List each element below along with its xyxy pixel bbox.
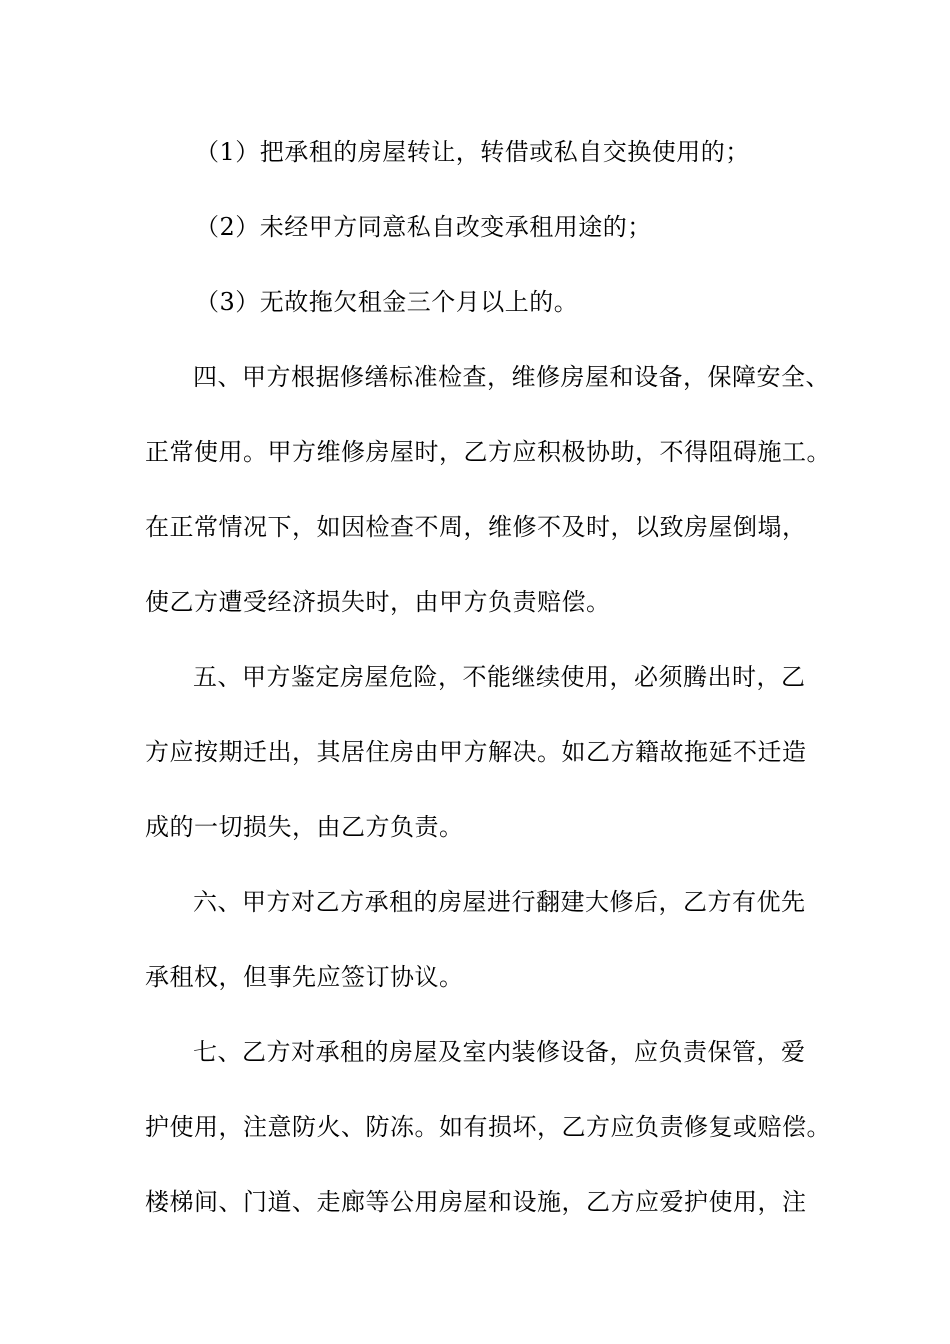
clause-4-line-1: 四、甲方根据修缮标准检查，维修房屋和设备，保障安全、 [193,363,830,391]
list-item-2: （2）未经甲方同意私自改变承租用途的； [195,213,652,241]
clause-4-line-3: 在正常情况下，如因检查不周，维修不及时，以致房屋倒塌， [145,513,807,541]
clause-7-line-1: 七、乙方对承租的房屋及室内装修设备，应负责保管，爱 [193,1038,806,1066]
clause-7-line-2: 护使用，注意防火、防冻。如有损坏，乙方应负责修复或赔偿。 [145,1113,831,1141]
clause-5-line-2: 方应按期迁出，其居住房由甲方解决。如乙方籍故拖延不迁造 [145,738,807,766]
clause-6-line-1: 六、甲方对乙方承租的房屋进行翻建大修后，乙方有优先 [193,888,806,916]
clause-4-line-2: 正常使用。甲方维修房屋时，乙方应积极协助，不得阻碍施工。 [145,438,831,466]
clause-7-line-3: 楼梯间、门道、走廊等公用房屋和设施，乙方应爱护使用，注 [145,1188,807,1216]
clause-6-line-2: 承租权，但事先应签订协议。 [145,963,464,991]
clause-4-line-4: 使乙方遭受经济损失时，由甲方负责赔偿。 [145,588,611,616]
list-item-1: （1）把承租的房屋转让，转借或私自交换使用的； [195,138,750,166]
list-item-3: （3）无故拖欠租金三个月以上的。 [195,288,579,316]
clause-5-line-1: 五、甲方鉴定房屋危险，不能继续使用，必须腾出时，乙 [193,663,806,691]
clause-5-line-3: 成的一切损失，由乙方负责。 [145,813,464,841]
